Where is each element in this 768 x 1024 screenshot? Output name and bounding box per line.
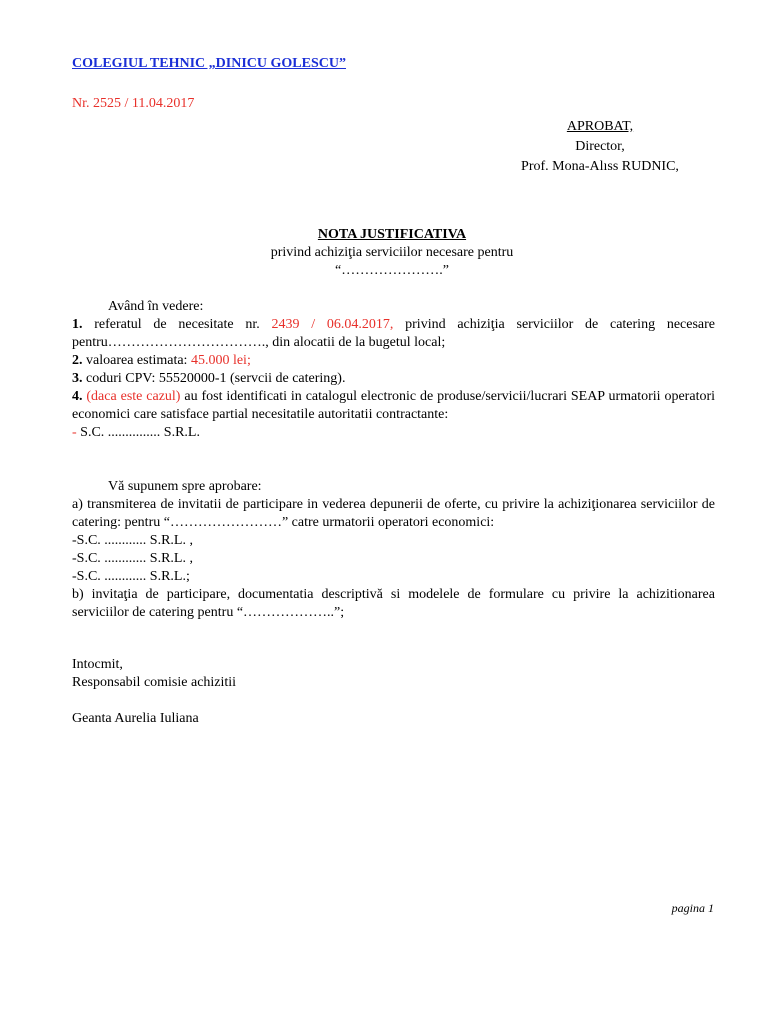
document-title: NOTA JUSTIFICATIVA <box>317 227 467 242</box>
school-name: COLEGIUL TEHNIC „DINICU GOLESCU” <box>72 56 346 71</box>
consideration-item-3 <box>72 370 715 388</box>
page-number: pagina 1 <box>671 901 714 915</box>
approval-role: Director, <box>575 139 625 154</box>
spacer <box>72 692 715 710</box>
operator-name: S.C. ............... S.R.L. <box>80 425 200 440</box>
approval-block <box>480 117 720 177</box>
referral-number: 2439 / 06.04.2017, <box>271 317 394 332</box>
proposal-section <box>72 478 715 622</box>
considerations-intro: Având în vedere: <box>108 299 204 314</box>
item-text: au fost identificati in catalogul electronic de produse/servicii/lucrari SEAP urmatorii operatori economici care satisface partial necesitatile autoritatii contractante: <box>72 389 716 422</box>
proposal-intro: Vă supunem spre aprobare: <box>108 479 262 494</box>
consideration-item-4 <box>72 388 715 424</box>
item-text: valoarea estimata: <box>82 353 191 368</box>
document-subtitle: privind achiziţia serviciilor necesare pentru <box>270 245 514 260</box>
conditional-note: (daca este cazul) <box>82 389 181 404</box>
approval-label: APROBAT, <box>566 119 634 134</box>
document-title-block <box>192 226 592 280</box>
consideration-item-1 <box>72 316 715 352</box>
prepared-by-label: Intocmit, <box>72 657 123 672</box>
operator-line-2: -S.C. ............ S.R.L. , <box>72 551 193 566</box>
document-subtitle-dots: “………………….” <box>335 263 449 278</box>
item-number: 3. <box>72 371 83 386</box>
identified-operator <box>72 424 715 442</box>
item-text: referatul de necesitate nr. <box>82 317 272 332</box>
item-number: 1. <box>72 317 83 332</box>
signer-role: Responsabil comisie achizitii <box>72 675 237 690</box>
consideration-item-2 <box>72 352 715 370</box>
signature-block <box>72 656 715 728</box>
operator-line-3: -S.C. ............ S.R.L.; <box>72 569 190 584</box>
considerations-section <box>72 298 715 442</box>
proposal-item-a: a) transmiterea de invitatii de participare in vederea depunerii de oferte, cu privire la achiziţionarea serviciilor de catering: pentru “……………………” catre urmatorii operatori economici: <box>72 497 715 530</box>
item-number: 2. <box>72 353 83 368</box>
item-text: privind achiziţia serviciilor de catering necesare pentru……………………………., din alocatii de la bugetul local; <box>72 317 716 350</box>
estimated-value: 45.000 lei; <box>190 353 251 368</box>
signer-name: Geanta Aurelia Iuliana <box>72 711 199 726</box>
operator-line-1: -S.C. ............ S.R.L. , <box>72 533 193 548</box>
registration-number: Nr. 2525 / 11.04.2017 <box>72 96 195 111</box>
item-text: coduri CPV: 55520000-1 (servcii de catering). <box>82 371 346 386</box>
proposal-item-b: b) invitaţia de participare, documentatia descriptivă si modelele de formulare cu privire la achizitionarea serviciilor de catering pentru “………………..”; <box>72 587 715 620</box>
approval-person: Prof. Mona-Alıss RUDNIC, <box>521 159 679 174</box>
item-number: 4. <box>72 389 83 404</box>
list-dash: - <box>72 425 81 440</box>
